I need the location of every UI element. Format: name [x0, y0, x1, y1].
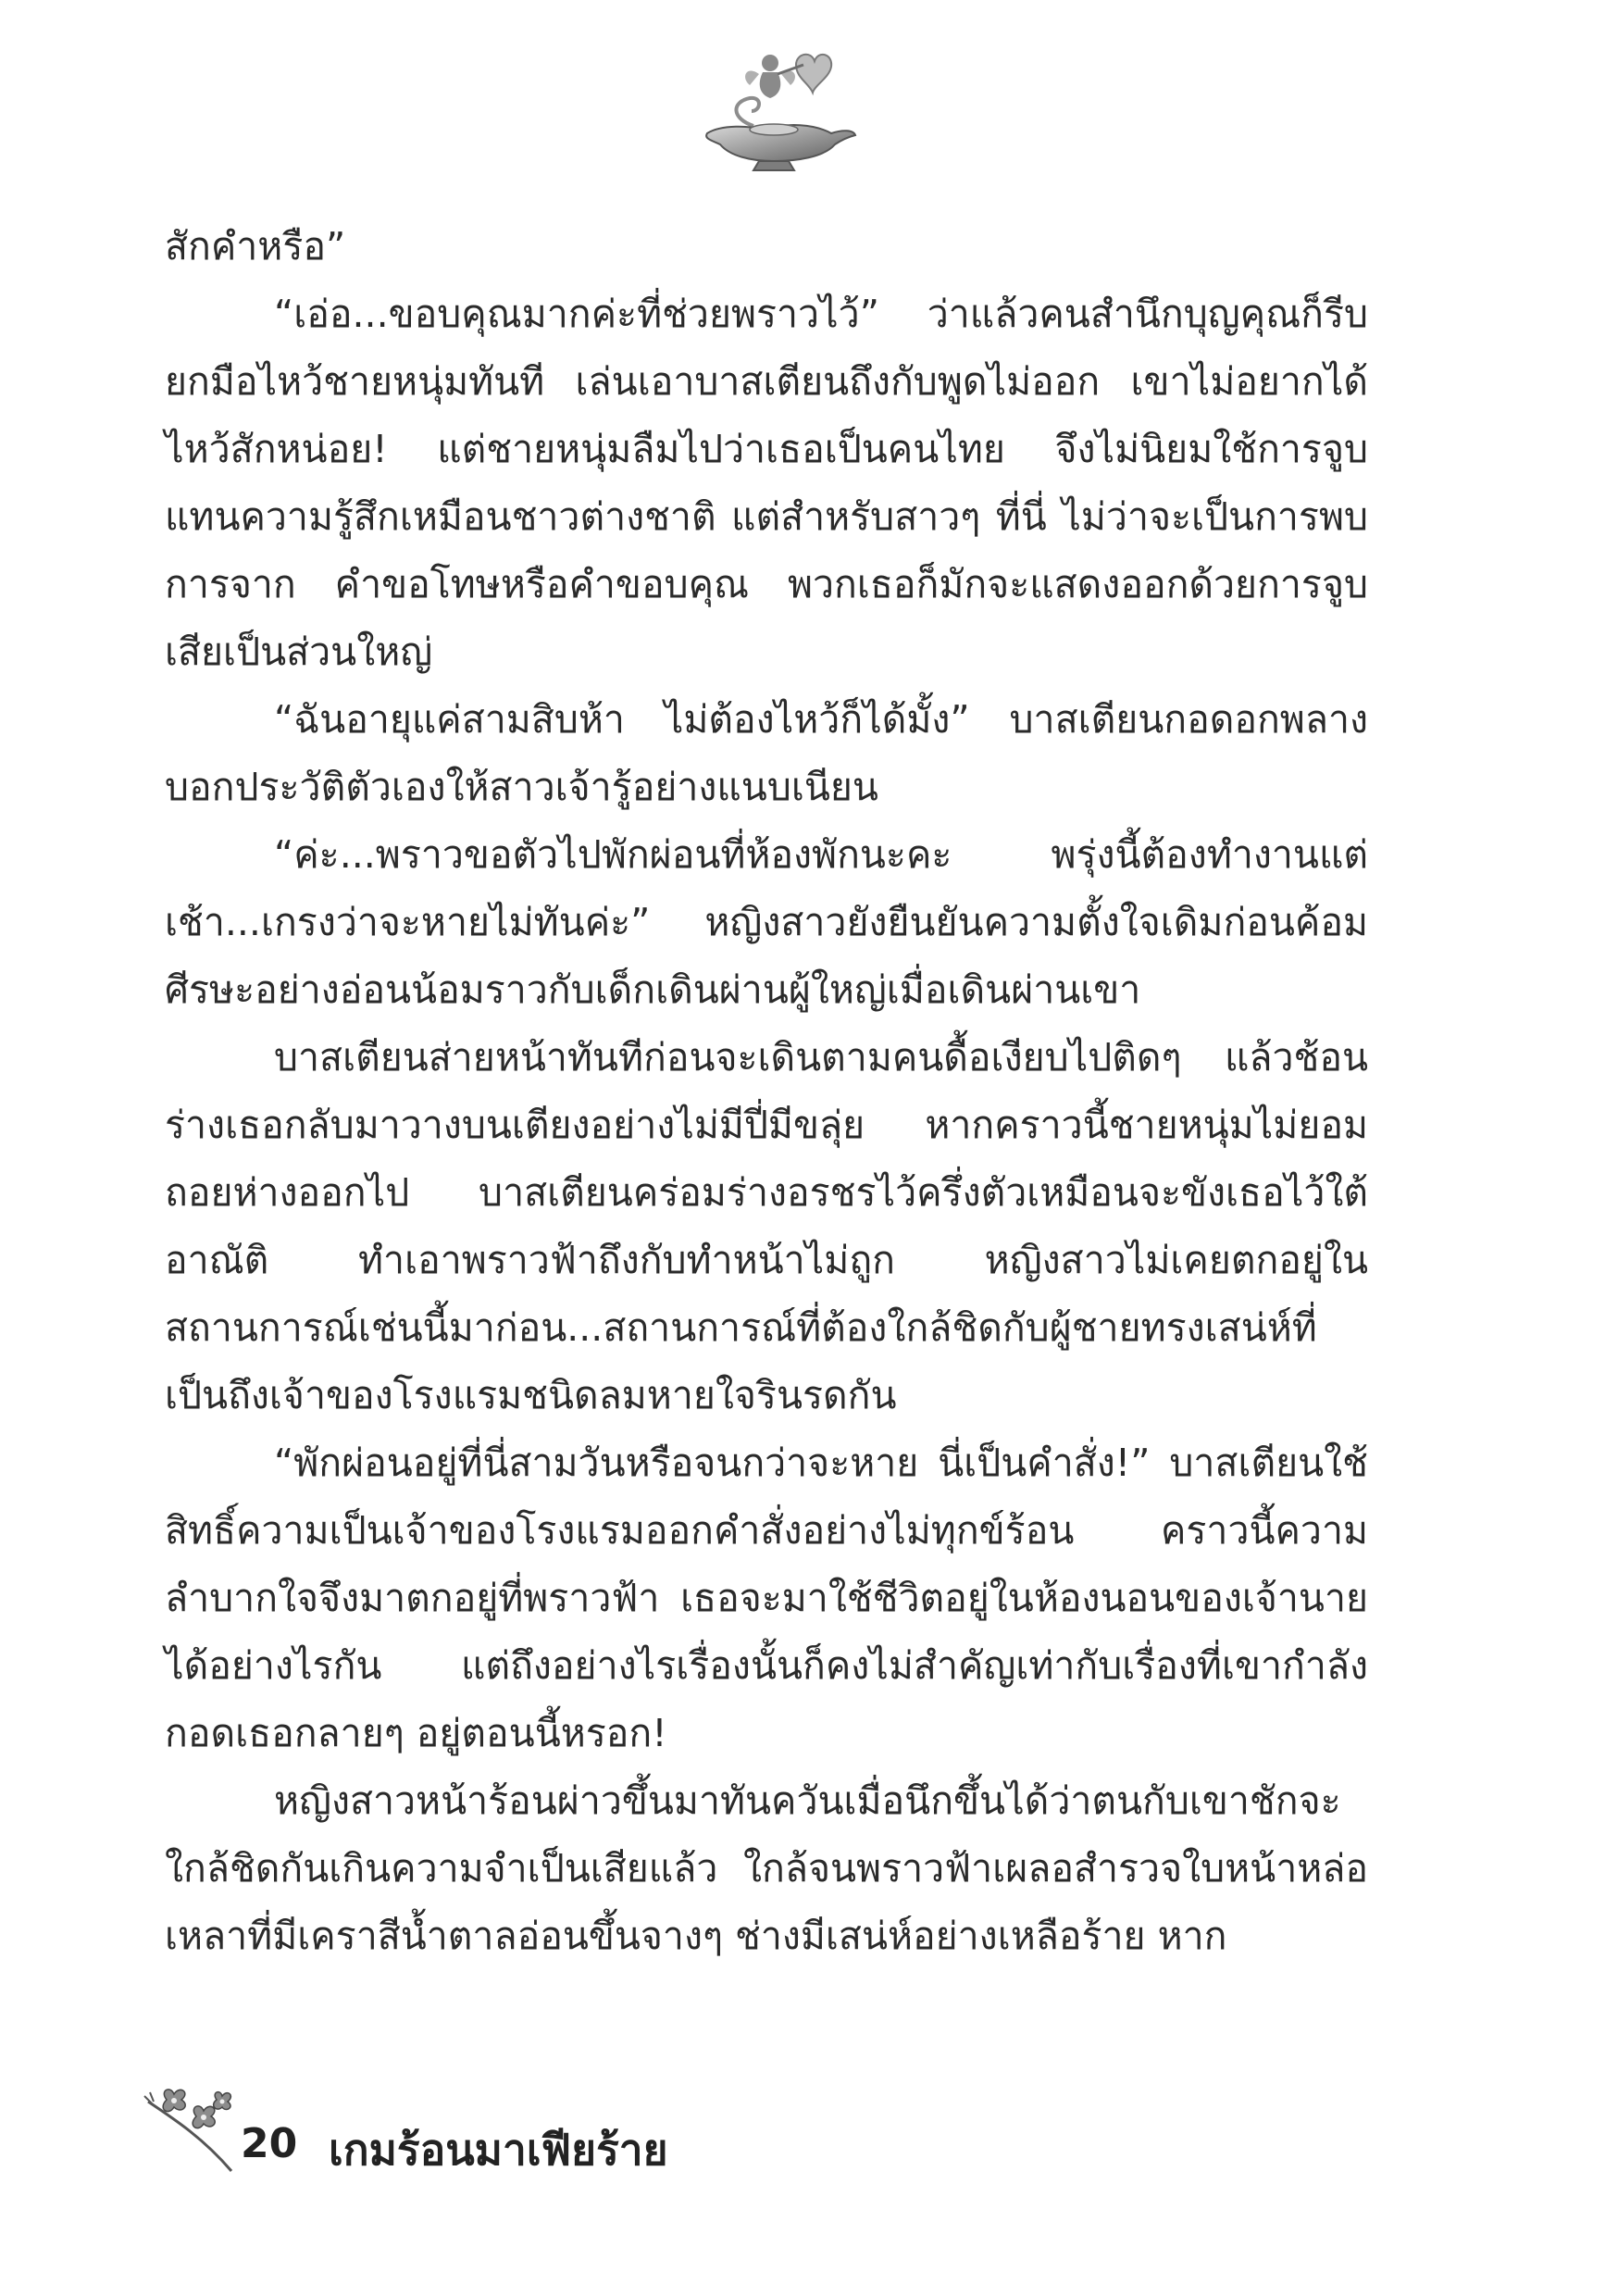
paragraph: สักคำหรือ” [165, 224, 346, 268]
paragraph: “ค่ะ...พราวขอตัวไปพักผ่อนที่ห้องพักนะคะ พรุ่งนี้ต้องทำงานแต่เช้า...เกรงว่าจะหายไม่ทันค่ะ” หญิงสาวยังยืนยันความตั้งใจเดิมก่อนค้อมศีรษะอย่างอ่อนน้อมราวกับเด็กเดินผ่านผู้ใหญ่เมื่อเดินผ่านเขา [165, 832, 1368, 1012]
book-title: เกมร้อนมาเฟียร้าย [329, 2125, 668, 2175]
orchid-flower-icon [139, 2083, 245, 2176]
paragraph: หญิงสาวหน้าร้อนผ่าวขึ้นมาทันควันเมื่อนึกขึ้นได้ว่าตนกับเขาชักจะใกล้ชิดกันเกินความจำเป็นเสียแล้ว ใกล้จนพราวฟ้าเผลอสำรวจใบหน้าหล่อเหลาที่มีเคราสีน้ำตาลอ่อนขึ้นจางๆ ช่างมีเสน่ห์อย่างเหลือร้าย หาก [165, 1778, 1368, 1958]
body-text [165, 213, 1368, 1970]
paragraph: บาสเตียนส่ายหน้าทันทีก่อนจะเดินตามคนดื้อเงียบไปติดๆ แล้วช้อนร่างเธอกลับมาวางบนเตียงอย่างไม่มีปี่มีขลุ่ย หากคราวนี้ชายหนุ่มไม่ยอมถอยห่างออกไป บาสเตียนคร่อมร่างอรชรไว้ครึ่งตัวเหมือนจะขังเธอไว้ใต้อาณัติ ทำเอาพราวฟ้าถึงกับทำหน้าไม่ถูก หญิงสาวไม่เคยตกอยู่ในสถานการณ์เช่นนี้มาก่อน...สถานการณ์ที่ต้องใกล้ชิดกับผู้ชายทรงเสน่ห์ที่เป็นถึงเจ้าของโรงแรมชนิดลมหายใจรินรดกัน [165, 1035, 1368, 1417]
page-number: 20 [241, 2120, 298, 2167]
page-footer [139, 2083, 972, 2185]
paragraph: “เอ่อ...ขอบคุณมากค่ะที่ช่วยพราวไว้” ว่าแล้วคนสำนึกบุญคุณก็รีบยกมือไหว้ชายหนุ่มทันที เล่นเอาบาสเตียนถึงกับพูดไม่ออก เขาไม่อยากได้ไหว้สักหน่อย! แต่ชายหนุ่มลืมไปว่าเธอเป็นคนไทย จึงไม่นิยมใช้การจูบแทนความรู้สึกเหมือนชาวต่างชาติ แต่สำหรับสาวๆ ที่นี่ ไม่ว่าจะเป็นการพบการจาก คำขอโทษหรือคำขอบคุณ พวกเธอก็มักจะแสดงออกด้วยการจูบเสียเป็นส่วนใหญ่ [165, 292, 1368, 674]
paragraph: “พักผ่อนอยู่ที่นี่สามวันหรือจนกว่าจะหาย นี่เป็นคำสั่ง!” บาสเตียนใช้สิทธิ์ความเป็นเจ้าของโรงแรมออกคำสั่งอย่างไม่ทุกข์ร้อน คราวนี้ความลำบากใจจึงมาตกอยู่ที่พราวฟ้า เธอจะมาใช้ชีวิตอยู่ในห้องนอนของเจ้านายได้อย่างไรกัน แต่ถึงอย่างไรเรื่องนั้นก็คงไม่สำคัญเท่ากับเรื่องที่เขากำลังกอดเธอกลายๆ อยู่ตอนนี้หรอก! [165, 1441, 1368, 1755]
paragraph: “ฉันอายุแค่สามสิบห้า ไม่ต้องไหว้ก็ได้มั้ง” บาสเตียนกอดอกพลางบอกประวัติตัวเองให้สาวเจ้ารู้อย่างแนบเนียน [165, 697, 1368, 809]
genie-lamp-with-cupid-icon [685, 37, 861, 176]
